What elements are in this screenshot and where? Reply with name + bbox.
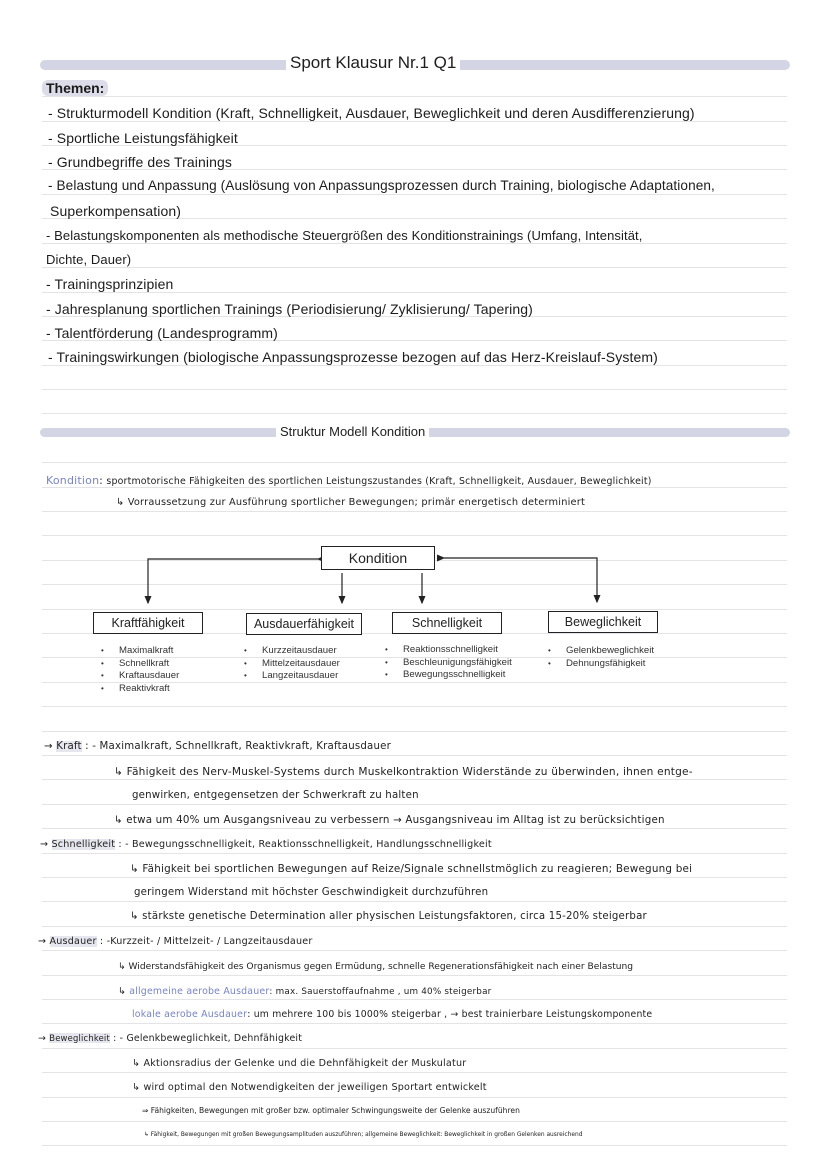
list-item: • Reaktivkraft: [99, 683, 179, 696]
allgemeine-aerobe-text: : max. Sauerstoffaufnahme , um 40% steigerbar: [269, 987, 492, 997]
topic-item: - Strukturmodell Kondition (Kraft, Schnelligkeit, Ausdauer, Beweglichkeit und deren Ausdifferenzierung): [48, 105, 695, 121]
kraft-heading: [44, 741, 391, 752]
diagram-root-box: Kondition: [321, 546, 435, 570]
beweglichkeit-term: Beweglichkeit: [49, 1033, 110, 1043]
beweglichkeit-line-1: ↳ Aktionsradius der Gelenke und die Dehnfähigkeit der Muskulatur: [132, 1058, 467, 1069]
lokale-aerobe-text: : um mehrere 100 bis 1000% steigerbar , → best trainierbare Leistungskomponente: [247, 1009, 653, 1020]
topic-item: - Jahresplanung sportlichen Trainings (Periodisierung/ Zyklisierung/ Tapering): [46, 301, 533, 317]
hook-arrow-icon: ↳: [118, 986, 130, 997]
ausdauer-heading: [38, 936, 312, 947]
arrow-right-icon: →: [40, 839, 49, 850]
topic-item: - Sportliche Leistungsfähigkeit: [48, 130, 238, 146]
page-title: Sport Klausur Nr.1 Q1: [286, 53, 460, 73]
themen-label-text: Themen:: [42, 80, 108, 96]
topic-item: Dichte, Dauer): [46, 252, 132, 267]
topic-item: - Belastung und Anpassung (Auslösung von Anpassungsprozessen durch Training, biologische Adaptationen,: [48, 178, 715, 193]
topic-item: - Trainingsprinzipien: [46, 276, 174, 292]
diagram-box-schnelligkeit: Schnelligkeit: [392, 612, 502, 634]
diagram-box-ausdauer: Ausdauerfähigkeit: [246, 613, 362, 635]
list-item: • Schnellkraft: [99, 658, 179, 671]
ausdauer-head: : -Kurzzeit- / Mittelzeit- / Langzeitausdauer: [99, 936, 313, 947]
list-item: • Gelenkbeweglichkeit: [546, 645, 654, 658]
arrow-right-icon: →: [44, 741, 53, 752]
list-item: • Kraftausdauer: [99, 670, 179, 683]
schnelligkeit-heading: [40, 839, 492, 850]
topic-item: Superkompensation): [50, 203, 181, 219]
schnelligkeit-items: [383, 644, 512, 682]
beweglichkeit-line-2: ↳ wird optimal den Notwendigkeiten der jeweiligen Sportart entwickelt: [132, 1082, 487, 1093]
arrow-right-icon: →: [38, 936, 47, 947]
list-item: • Maximalkraft: [99, 645, 179, 658]
ausdauer-term: Ausdauer: [49, 936, 97, 947]
kraft-line-2: genwirken, entgegensetzen der Schwerkraft zu halten: [132, 790, 419, 801]
schnelligkeit-line-2: geringem Widerstand mit höchster Geschwindigkeit durchzuführen: [134, 887, 489, 898]
arrow-right-icon: →: [38, 1033, 47, 1044]
section-title: Struktur Modell Kondition: [276, 424, 429, 439]
list-item: • Mittelzeitausdauer: [242, 658, 340, 671]
allgemeine-aerobe-label: allgemeine aerobe Ausdauer: [129, 986, 270, 997]
diagram-box-kraft: Kraftfähigkeit: [93, 612, 203, 634]
lokale-aerobe-label: lokale aerobe Ausdauer: [132, 1009, 248, 1020]
ausdauer-line-3: [132, 1009, 652, 1020]
arrow-kraft: [148, 559, 318, 603]
definition-colon: :: [99, 476, 103, 487]
topic-item: - Belastungskomponenten als methodische Steuergrößen des Konditionstrainings (Umfang, Intensität,: [46, 228, 643, 243]
kraft-line-1: ↳ Fähigkeit des Nerv-Muskel-Systems durch Muskelkontraktion Widerstände zu überwinden, ihnen entge-: [114, 766, 693, 778]
kraft-line-3: ↳ etwa um 40% um Ausgangsniveau zu verbessern → Ausgangsniveau im Alltag ist zu berücksichtigen: [114, 814, 665, 826]
beweglichkeit-line-4: ↳ Fähigkeit, Bewegungen mit großen Bewegungsamplituden auszuführen; allgemeine Beweglichkeit: Beweglichkeit in großen Gelenken ausreichend: [144, 1132, 583, 1138]
list-item: • Langzeitausdauer: [242, 670, 340, 683]
ausdauer-line-2: [118, 986, 491, 997]
kraft-head: : - Maximalkraft, Schnellkraft, Reaktivkraft, Kraftausdauer: [85, 741, 392, 752]
beweglichkeit-heading: [38, 1033, 302, 1044]
arrow-beweglichkeit: [444, 558, 597, 602]
schnelligkeit-line-1: ↳ Fähigkeit bei sportlichen Bewegungen auf Reize/Signale schnellstmöglich zu reagieren; Bewegung bei: [130, 863, 693, 875]
schnelligkeit-term: Schnelligkeit: [51, 839, 116, 850]
kraft-term: Kraft: [56, 741, 82, 752]
list-item: • Reaktionsschnelligkeit: [383, 644, 512, 657]
kraft-items: [99, 645, 179, 695]
definition-text: sportmotorische Fähigkeiten des sportlichen Leistungszustandes (Kraft, Schnelligkeit, Ausdauer, Beweglichkeit): [106, 476, 652, 487]
list-item: • Beschleunigungsfähigkeit: [383, 657, 512, 670]
beweglichkeit-items: [546, 645, 654, 670]
schnelligkeit-line-3: ↳ stärkste genetische Determination aller physischen Leistungsfaktoren, circa 15-20% steigerbar: [130, 911, 647, 922]
ausdauer-line-1: ↳ Widerstandsfähigkeit des Organismus gegen Ermüdung, schnelle Regenerationsfähigkeit nach einer Belastung: [118, 962, 634, 972]
topic-item: - Trainingswirkungen (biologische Anpassungsprozesse bezogen auf das Herz-Kreislauf-System): [48, 349, 658, 365]
schnelligkeit-head: : - Bewegungsschnelligkeit, Reaktionsschnelligkeit, Handlungsschnelligkeit: [118, 839, 492, 850]
list-item: • Kurzzeitausdauer: [242, 645, 340, 658]
beweglichkeit-line-3: ⇒ Fähigkeiten, Bewegungen mit großer bzw. optimaler Schwingungsweite der Gelenke auszuführen: [142, 1106, 520, 1115]
list-item: • Dehnungsfähigkeit: [546, 658, 654, 671]
list-item: • Bewegungsschnelligkeit: [383, 669, 512, 682]
definition-sub: ↳ Vorraussetzung zur Ausführung sportlicher Bewegungen; primär energetisch determiniert: [116, 497, 586, 508]
ausdauer-items: [242, 645, 340, 683]
topic-item: - Grundbegriffe des Trainings: [48, 154, 232, 170]
beweglichkeit-head: : - Gelenkbeweglichkeit, Dehnfähigkeit: [113, 1033, 303, 1044]
diagram-box-beweglichkeit: Beweglichkeit: [548, 611, 658, 633]
topic-item: - Talentförderung (Landesprogramm): [46, 325, 278, 341]
definition-term: Kondition: [46, 474, 100, 487]
